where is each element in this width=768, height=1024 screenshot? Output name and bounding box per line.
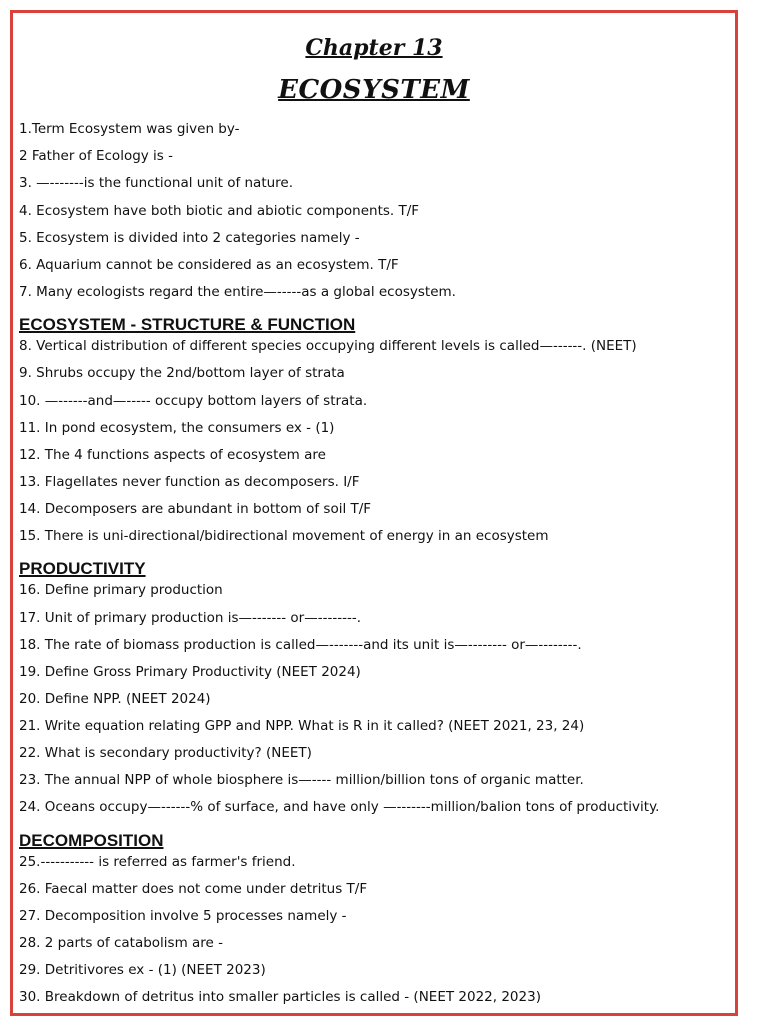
section-heading-decomposition: DECOMPOSITION [19,831,164,850]
section-heading-productivity: PRODUCTIVITY [19,559,146,578]
question-16: 16. Define primary production [19,582,223,598]
question-19: 19. Define Gross Primary Productivity (NEET 2024) [19,664,361,680]
section-heading-structure: ECOSYSTEM - STRUCTURE & FUNCTION [19,315,356,334]
question-28: 28. 2 parts of catabolism are - [19,935,224,951]
question-14: 14. Decomposers are abundant in bottom of soil T/F [19,501,372,517]
question-4: 4. Ecosystem have both biotic and abiotic components. T/F [19,203,420,219]
question-13: 13. Flagellates never function as decomposers. I/F [19,474,360,490]
question-25: 25.----------- is referred as farmer's friend. [19,854,296,870]
page-title: ECOSYSTEM [278,75,470,105]
question-11: 11. In pond ecosystem, the consumers ex - (1) [19,420,335,436]
question-17: 17. Unit of primary production is—------- or—--------. [19,610,361,626]
question-24: 24. Oceans occupy—------% of surface, and have only —-------million/balion tons of productivity. [19,799,660,815]
question-3: 3. —-------is the functional unit of nature. [19,175,294,191]
question-29: 29. Detritivores ex - (1) (NEET 2023) [19,962,266,978]
question-15: 15. There is uni-directional/bidirectional movement of energy in an ecosystem [19,528,549,544]
question-27: 27. Decomposition involve 5 processes namely - [19,908,347,924]
question-2: 2 Father of Ecology is - [19,148,173,164]
question-1: 1.Term Ecosystem was given by- [19,121,240,137]
question-30: 30. Breakdown of detritus into smaller particles is called - (NEET 2022, 2023) [19,989,541,1005]
question-21: 21. Write equation relating GPP and NPP. What is R in it called? (NEET 2021, 23, 24) [19,718,585,734]
question-7: 7. Many ecologists regard the entire—-----as a global ecosystem. [19,284,456,300]
question-5: 5. Ecosystem is divided into 2 categories namely - [19,230,360,246]
question-23: 23. The annual NPP of whole biosphere is—---- million/billion tons of organic matter. [19,772,584,788]
question-18: 18. The rate of biomass production is called—-------and its unit is—-------- or—--------. [19,637,582,653]
question-22: 22. What is secondary productivity? (NEET) [19,745,312,761]
worksheet-page [10,10,738,1016]
question-12: 12. The 4 functions aspects of ecosystem are [19,447,326,463]
question-10: 10. —------and—----- occupy bottom layers of strata. [19,393,368,409]
question-9: 9. Shrubs occupy the 2nd/bottom layer of strata [19,365,345,381]
question-8: 8. Vertical distribution of different species occupying different levels is called—------. (NEET) [19,338,637,354]
question-20: 20. Define NPP. (NEET 2024) [19,691,211,707]
question-26: 26. Faecal matter does not come under detritus T/F [19,881,368,897]
chapter-label: Chapter 13 [305,35,443,61]
question-6: 6. Aquarium cannot be considered as an ecosystem. T/F [19,257,399,273]
